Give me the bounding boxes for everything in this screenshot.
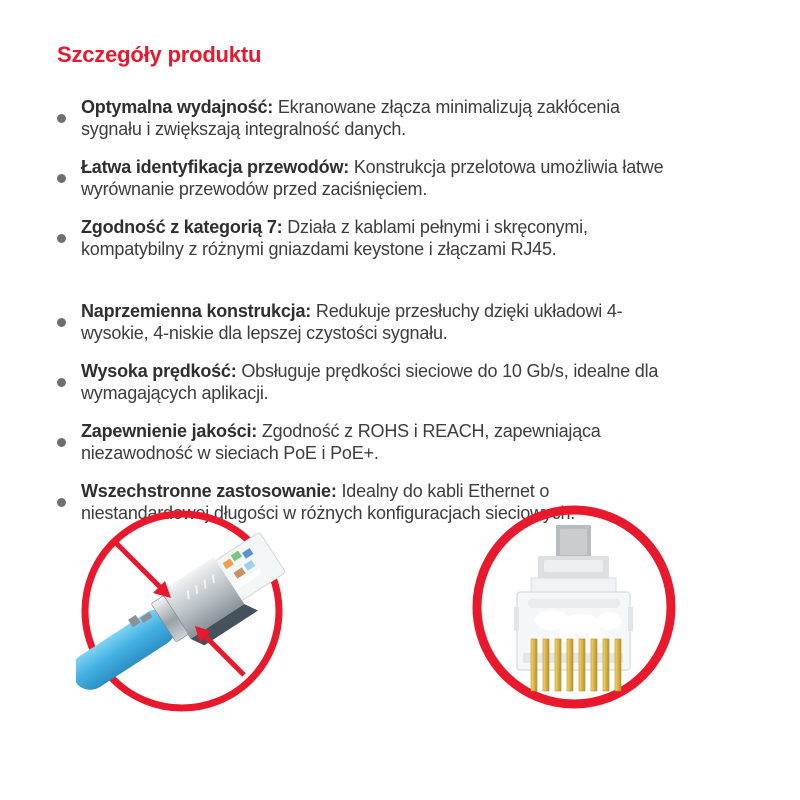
bullet-icon bbox=[57, 234, 66, 243]
feature-desc: Konstrukcja przelotowa umożliwia łatwe wyrównanie przewodów przed zaciśnięciem. bbox=[81, 157, 664, 199]
bullet-icon bbox=[57, 114, 66, 123]
feature-item-staggered-design bbox=[57, 300, 707, 344]
feature-label: Wysoka prędkość: bbox=[81, 361, 237, 381]
feature-desc: Obsługuje prędkości sieciowe do 10 Gb/s, idealne dla wymagających aplikacji. bbox=[81, 361, 659, 403]
page-title: Szczegóły produktu bbox=[57, 42, 262, 67]
feature-list bbox=[57, 96, 707, 524]
feature-label: Wszechstronne zastosowanie: bbox=[81, 481, 337, 501]
feature-desc: Ekranowane złącza minimalizują zakłócenia sygnału i zwiększają integralność danych. bbox=[81, 97, 620, 139]
feature-desc: Redukuje przesłuchy dzięki układowi 4-wysokie, 4-niskie dla lepszej czystości sygnału. bbox=[81, 301, 623, 343]
feature-label: Optymalna wydajność: bbox=[81, 97, 274, 117]
bullet-icon bbox=[57, 378, 66, 387]
product-images-row bbox=[0, 505, 800, 717]
feature-desc: Idealny do kabli Ethernet o niestandardowej długości w różnych konfiguracjach sieciowych. bbox=[81, 481, 576, 523]
feature-item-quality-assurance bbox=[57, 420, 707, 464]
bullet-icon bbox=[57, 174, 66, 183]
feature-item-high-speed bbox=[57, 360, 707, 404]
arrow-top-left bbox=[116, 543, 171, 598]
feature-label: Zapewnienie jakości: bbox=[81, 421, 258, 441]
feature-desc: Zgodność z ROHS i REACH, zapewniająca niezawodność w sieciach PoE i PoE+. bbox=[81, 421, 601, 463]
shielded-cable-crimp-detail-icon bbox=[76, 505, 288, 717]
bullet-icon bbox=[57, 438, 66, 447]
feature-item-optimal-performance bbox=[57, 96, 707, 140]
feature-label: Łatwa identyfikacja przewodów: bbox=[81, 157, 350, 177]
feature-item-cat7-compatibility bbox=[57, 216, 707, 260]
feature-item-wire-identification bbox=[57, 156, 707, 200]
feature-label: Naprzemienna konstrukcja: bbox=[81, 301, 312, 321]
rj45-clear-connector-front-icon bbox=[468, 501, 680, 713]
feature-label: Zgodność z kategorią 7: bbox=[81, 217, 283, 237]
feature-desc: Działa z kablami pełnymi i skręconymi, kompatybilny z różnymi gniazdami keystone i złączami RJ45. bbox=[81, 217, 588, 259]
bullet-icon bbox=[57, 318, 66, 327]
